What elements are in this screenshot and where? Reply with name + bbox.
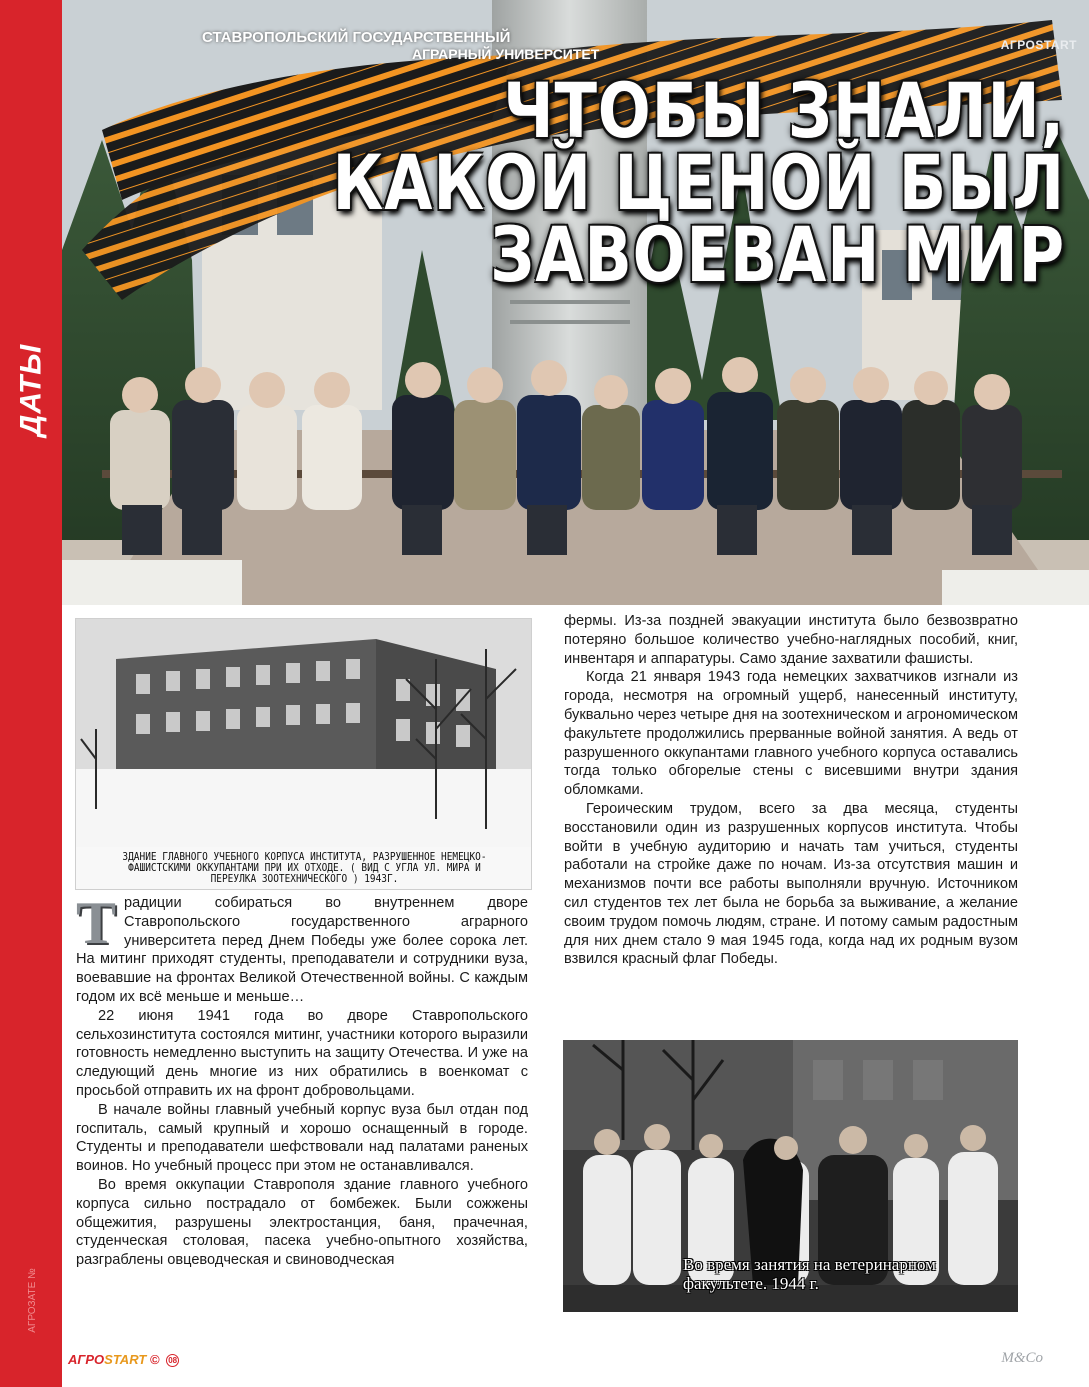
ruins-caption: ЗДАНИЕ ГЛАВНОГО УЧЕБНОГО КОРПУСА ИНСТИТУТА, РАЗРУШЕННОЕ НЕМЕЦКО-ФАШИСТСКИМИ ОККУПАНТАМИ ПРИ ИХ ОТХОДЕ. ( ВИД С УГЛА УЛ. МИРА И ПЕРЕУЛКА ЗООТЕХНИЧЕСКОГО ) 1943Г. [122, 851, 487, 885]
sidebar-footer-text: АГРОЗАТЕ № [26, 1267, 38, 1333]
photo-ruined-building [75, 618, 532, 890]
magazine-tag: АГРОSTART [1000, 38, 1077, 52]
paragraph: Традиции собираться во внутреннем дворе Ставропольского государственного аграрного университета перед Днем Победы уже более сорока лет. На митинг приходят студенты, преподаватели и сотрудники вуза, воевавшие на фронтах Великой Отечественной войны. С каждым годом их всё меньше и меньше… [76, 890, 528, 1005]
paragraph: 22 июня 1941 года во дворе Ставропольского сельхозинститута состоялся митинг, участники которого выразили готовность немедленно выступить на защиту Отечества. И уже на следующий день многие из них обратились в военкомат с просьбой отправить их на фронт добровольцами. [76, 1007, 528, 1099]
article-column-left [76, 890, 528, 1270]
article-headline: ЧТОБЫ ЗНАЛИ, КАКОЙ ЦЕНОЙ БЫЛ ЗАВОЕВАН МИР [332, 66, 1065, 299]
section-sidebar [0, 0, 62, 1387]
vet-caption: Во время занятия на ветеринарном факультете. 1944 г. [683, 1255, 936, 1293]
university-name: СТАВРОПОЛЬСКИЙ ГОСУДАРСТВЕННЫЙ АГРАРНЫЙ УНИВЕРСИТЕТ [202, 29, 600, 62]
designer-signature: M&Co [1001, 1350, 1043, 1366]
article-column-right [564, 612, 1018, 969]
paragraph: фермы. Из-за поздней эвакуации института было безвозвратно потеряно большое количество учебно-наглядных пособий, книг, инвентаря и аппаратуры. Само здание захватили фашисты. [564, 613, 1018, 667]
magazine-logo: АГРОSTART © 08 [68, 1352, 179, 1367]
ruins-image [76, 619, 531, 889]
issue-badge: 08 [166, 1354, 179, 1367]
paragraph: Героическим трудом, всего за два месяца, студенты восстановили один из разрушенных корпусов института. Чтобы войти в учебную аудиторию и начать там учиться, студенты работали на стройке даже по ночам. Из-за отсутствия машин и механизмов почти все работы выполняли вручную. Источником сил студентов тех лет была не борьба за выживание, а желание своим трудом помочь людям, стране. И потому самым радостным для них днем стало 9 мая 1945 года, когда над их родным вузом взвился красный флаг Победы. [564, 800, 1018, 968]
section-label: ДАТЫ [14, 343, 47, 437]
paragraph: Во время оккупации Ставрополя здание главного учебного корпуса сильно пострадало от бомбежек. Были сожжены общежития, разрушены электростанция, баня, прачечная, студенческая столовая, пасека учебно-опытного хозяйства, разграблены овцеводческая и свиноводческая [76, 1176, 528, 1269]
drop-cap: Т [76, 890, 117, 956]
paragraph: В начале войны главный учебный корпус вуза был отдан под госпиталь, самый крупный и хорошо оснащенный в городе. Студенты и преподаватели шефствовали над палатами раненых воинов. Но учебный процесс при этом не останавливался. [76, 1101, 528, 1175]
hero-banner [62, 0, 1089, 605]
paragraph: Когда 21 января 1943 года немецких захватчиков изгнали из города, несмотря на огромный ущерб, нанесенный институту, буквально через четыре дня на зоотехническом и агрономическом факультете продолжились прерванные войной занятия. А ведь от разрушенного оккупантами главного учебного корпуса оставались тогда только обгорелые стены с висевшими внутри здания обломками. [564, 669, 1018, 799]
